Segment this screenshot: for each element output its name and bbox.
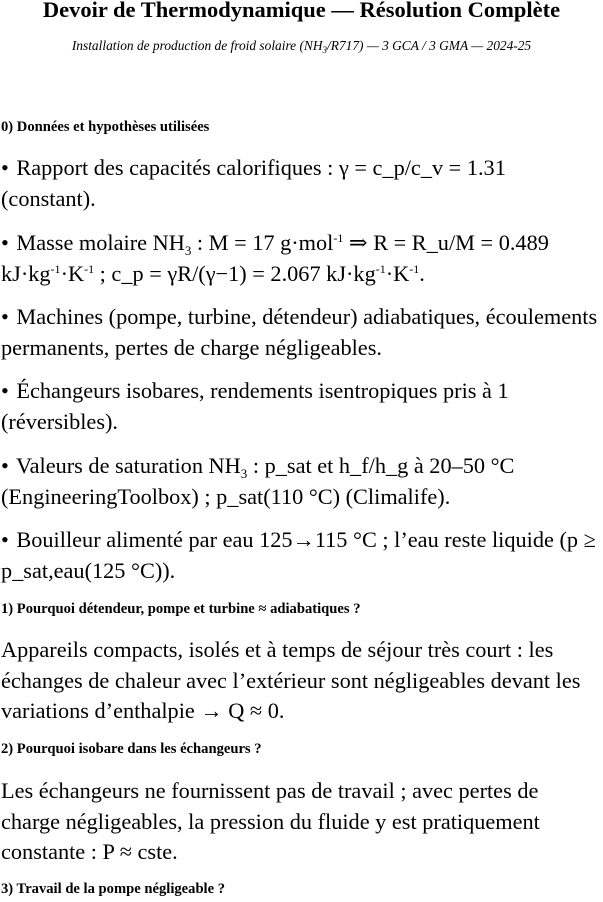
bullet-text: Rapport des capacités calorifiques : γ = c_p/c_v = 1.31 (constant). xyxy=(1,155,506,211)
bullet-icon: • xyxy=(1,230,9,255)
subtitle-part-2: /R717) — 3 GCA / 3 GMA — 2024-25 xyxy=(327,38,532,53)
bullet-text: Masse molaire $NH_3$ : M = 17 g·mol$^{-1}$ ⇒ R = R_u/M = 0.489 $kJ\cdot kg^{-1}\cdot K^{-1}$ ; c_p = γR/(γ−1) = 2.067 $kJ\cdot kg^{-1}\cdot K^{-1}$. xyxy=(1,230,549,286)
section-3-heading: 3) Travail de la pompe négligeable ? xyxy=(1,881,226,897)
document-subtitle xyxy=(0,37,603,55)
section-2-heading: 2) Pourquoi isobare dans les échangeurs ? xyxy=(1,741,262,757)
bullet-item-exchangers xyxy=(1,376,601,437)
bullet-text: Échangeurs isobares, rendements isentropiques pris à 1 (réversibles). xyxy=(1,378,509,434)
section-1-heading: 1) Pourquoi détendeur, pompe et turbine ≈ adiabatiques ? xyxy=(1,601,361,617)
bullet-item-boiler xyxy=(1,525,601,586)
bullet-item-molar-mass xyxy=(1,228,601,289)
section-0-heading: 0) Données et hypothèses utilisées xyxy=(1,119,210,135)
bullet-icon: • xyxy=(1,453,9,478)
bullet-item-machines xyxy=(1,302,601,363)
bullet-text: Bouilleur alimenté par eau 125→115 °C ; l’eau reste liquide (p ≥ p_sat,eau(125 °C)). xyxy=(1,527,596,583)
bullet-icon: • xyxy=(1,527,9,552)
subtitle-subscript: 3 xyxy=(322,45,328,55)
bullet-text: Machines (pompe, turbine, détendeur) adiabatiques, écoulements permanents, pertes de charge négligeables. xyxy=(1,304,598,360)
section-2-body: Les échangeurs ne fournissent pas de travail ; avec pertes de charge négligeables, la pression du fluide y est pratiquement constante : P ≈ cste. xyxy=(1,778,540,864)
subtitle-part-1: Installation de production de froid solaire (NH xyxy=(71,38,323,53)
bullet-item-saturation xyxy=(1,451,601,512)
bullet-icon: • xyxy=(1,304,9,329)
section-1-body: Appareils compacts, isolés et à temps de séjour très court : les échanges de chaleur avec l’extérieur sont négligeables devant les variations d’enthalpie → Q ≈ 0. xyxy=(1,637,581,723)
bullet-icon: • xyxy=(1,378,9,403)
bullet-item-gamma xyxy=(1,153,601,214)
bullet-icon: • xyxy=(1,155,9,180)
document-title: Devoir de Thermodynamique — Résolution Complète xyxy=(42,0,561,22)
bullet-text: Valeurs de saturation $NH_3$ : p_sat et h_f/h_g à 20–50 °C (EngineeringToolbox) ; p_sat(110 °C) (Climalife). xyxy=(1,453,515,509)
